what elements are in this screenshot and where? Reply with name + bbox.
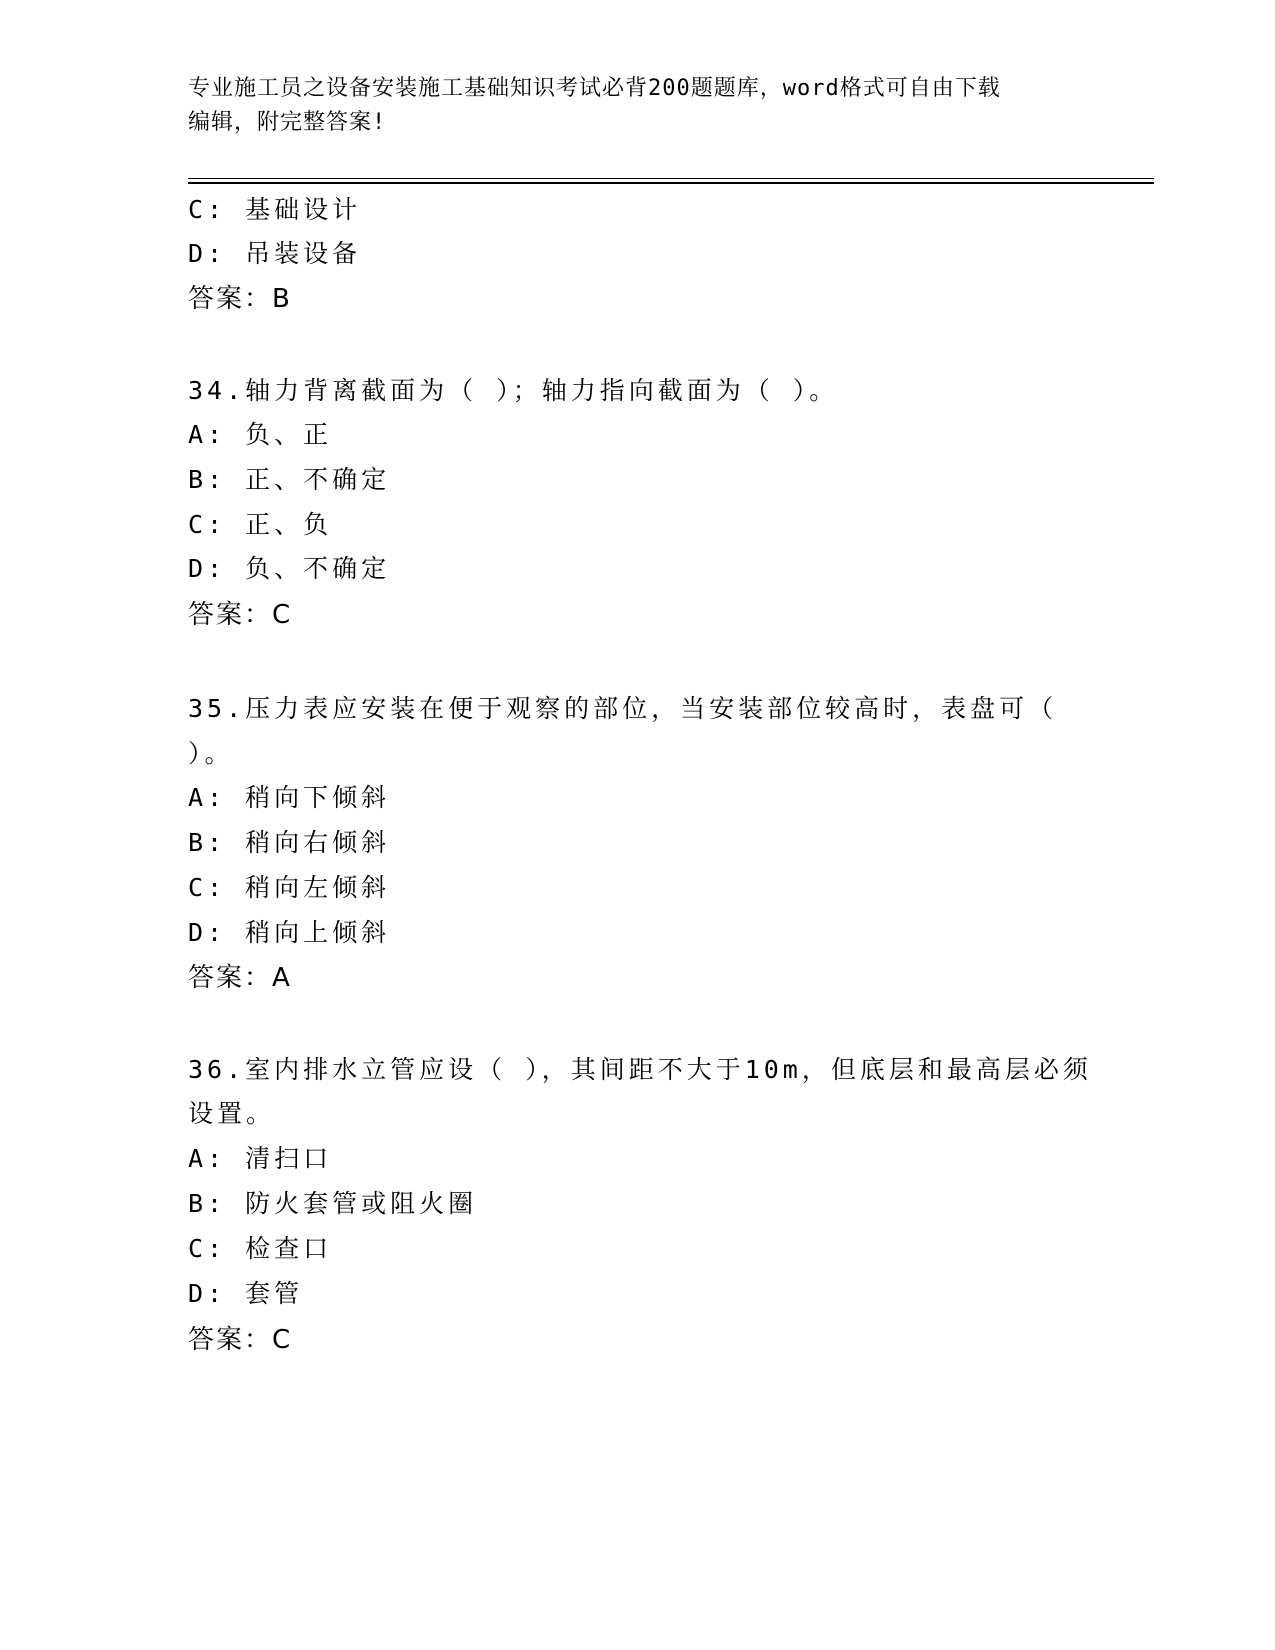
q34-question: 34.轴力背离截面为（ ）；轴力指向截面为（ ）。 [188,376,839,405]
q36-option-c: C: 检查口 [188,1234,333,1263]
q34-answer: 答案：C [188,600,293,630]
q36-answer: 答案：C [188,1325,293,1355]
q34-option-c: C: 正、负 [188,510,333,539]
header-title-line-1: 专业施工员之设备安装施工基础知识考试必背200题题库，word格式可自由下载 [188,76,1001,101]
q36-option-a: A: 清扫口 [188,1144,333,1173]
q35-option-c: C: 稍向左倾斜 [188,873,391,902]
q35-option-b: B: 稍向右倾斜 [188,828,391,857]
q36-option-b: B: 防火套管或阻火圈 [188,1189,478,1218]
q36-option-d: D: 套管 [188,1279,304,1308]
q36-question-line-1: 36.室内排水立管应设（ ），其间距不大于10m，但底层和最高层必须 [188,1055,1092,1084]
header-divider-thick [188,182,1154,184]
document-header [188,72,1088,140]
q36-question-line-2: 设置。 [188,1099,276,1128]
q34-option-d: D: 负、不确定 [188,554,391,583]
header-title-line-2: 编辑，附完整答案! [188,110,387,135]
q35-question-line-1: 35.压力表应安装在便于观察的部位，当安装部位较高时，表盘可（ [188,694,1058,723]
q35-option-d: D: 稍向上倾斜 [188,918,391,947]
header-divider-thin [188,178,1154,179]
q35-question-line-2: ）。 [188,739,234,768]
q35-answer: 答案：A [188,963,292,993]
q35-option-a: A: 稍向下倾斜 [188,783,391,812]
q33-option-d: D: 吊装设备 [188,239,362,268]
q34-option-a: A: 负、正 [188,420,333,449]
q33-answer: 答案：B [188,284,292,314]
q34-option-b: B: 正、不确定 [188,465,391,494]
q33-option-c: C: 基础设计 [188,195,362,224]
